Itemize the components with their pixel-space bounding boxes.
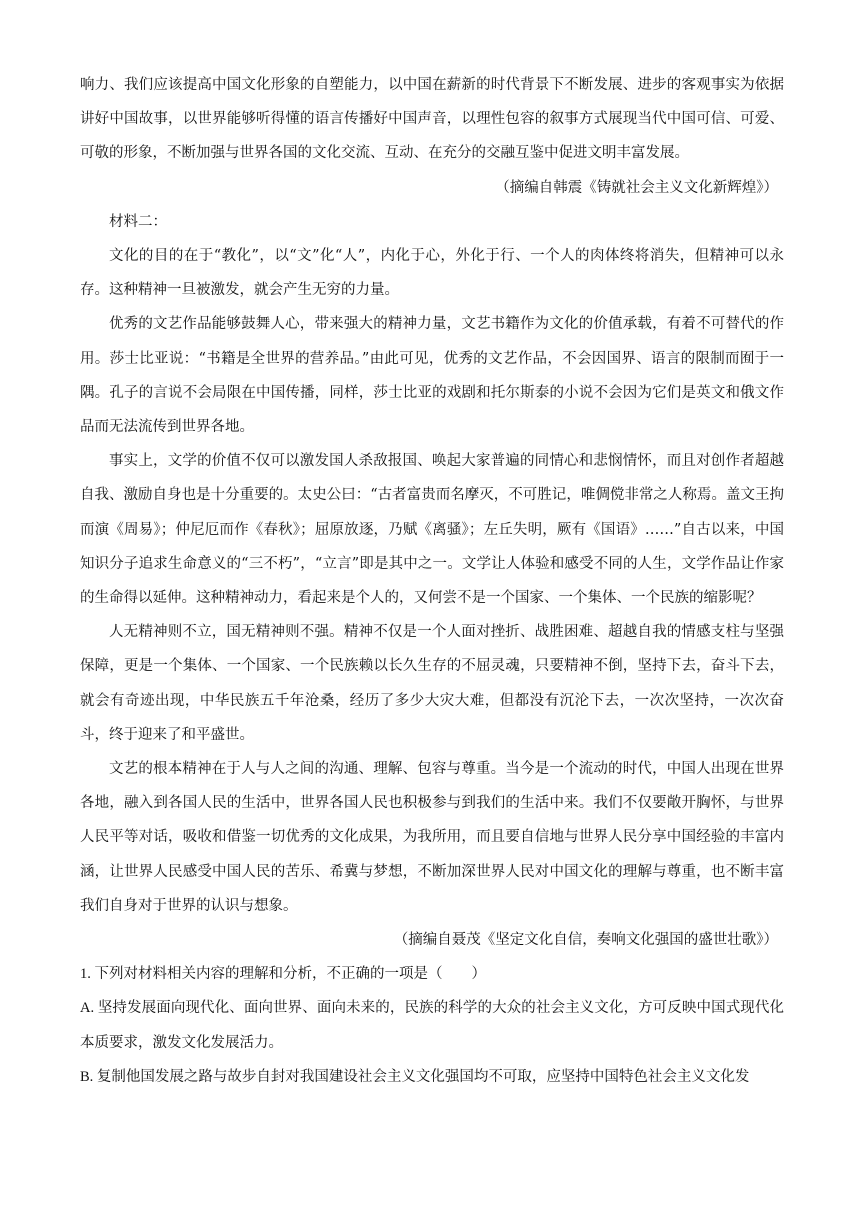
material-two-heading: 材料二： (109, 213, 167, 230)
source-citation-1: （摘编自韩震《铸就社会主义文化新辉煌》） (495, 179, 778, 196)
question-stem: 1. 下列对材料相关内容的理解和分析，不正确的一项是（ ） (80, 966, 486, 983)
document-page (80, 68, 784, 1094)
paragraph-3: 事实上，文学的价值不仅可以激发国人杀敌报国、唤起大家普遍的同情心和悲悯情怀，而且对创作者超越自我、激励自身也是十分重要的。太史公曰：“古者富贵而名摩灭，不可胜记，唯倜傥非常之人称焉。盖文王拘而演《周易》；仲尼厄而作《春秋》；屈原放逐，乃赋《离骚》；左丘失明，厥有《国语》……”自古以来，中国知识分子追求生命意义的“三不朽”，“立言”即是其中之一。文学让人体验和感受不同的人生，文学作品让作家的生命得以延伸。这种精神动力，看起来是个人的，又何尝不是一个国家、一个集体、一个民族的缩影呢？ (80, 453, 784, 607)
paragraph-4: 人无精神则不立，国无精神则不强。精神不仅是一个人面对挫折、战胜困难、超越自我的情感支柱与坚强保障，更是一个集体、一个国家、一个民族赖以长久生存的不屈灵魂，只要精神不倒，坚持下去，奋斗下去，就会有奇迹出现，中华民族五千年沧桑，经历了多少大灾大难，但都没有沉沦下去，一次次坚持，一次次奋斗，终于迎来了和平盛世。 (80, 624, 784, 743)
option-a: A. 坚持发展面向现代化、面向世界、面向未来的，民族的科学的大众的社会主义文化，方可反映中国式现代化本质要求，激发文化发展活力。 (80, 1000, 784, 1051)
paragraph-5: 文艺的根本精神在于人与人之间的沟通、理解、包容与尊重。当今是一个流动的时代，中国人出现在世界各地，融入到各国人民的生活中，世界各国人民也积极参与到我们的生活中来。我们不仅要敞开胸怀，与世界人民平等对话，吸收和借鉴一切优秀的文化成果，为我所用，而且要自信地与世界人民分享中国经验的丰富内涵，让世界人民感受中国人民的苦乐、希冀与梦想，不断加深世界人民对中国文化的理解与尊重，也不断丰富我们自身对于世界的认识与想象。 (80, 761, 784, 914)
option-b: B. 复制他国发展之路与故步自封对我国建设社会主义文化强国均不可取，应坚持中国特色社会主义文化发 (80, 1068, 750, 1085)
passage-continuation: 响力、我们应该提高中国文化形象的自塑能力，以中国在薪新的时代背景下不断发展、进步的客观事实为依据讲好中国故事，以世界能够听得懂的语言传播好中国声音，以理性包容的叙事方式展现当代中国可信、可爱、可敬的形象，不断加强与世界各国的文化交流、互动、在充分的交融互鉴中促进文明丰富发展。 (80, 77, 784, 162)
paragraph-1: 文化的目的在于“教化”，以“文”化“人”，内化于心，外化于行、一个人的肉体终将消失，但精神可以永存。这种精神一旦被激发，就会产生无穷的力量。 (80, 248, 784, 299)
source-citation-2: （摘编自聂茂《坚定文化自信，奏响文化强国的盛世壮歌》） (393, 932, 778, 949)
paragraph-2: 优秀的文艺作品能够鼓舞人心，带来强大的精神力量，文艺书籍作为文化的价值承载，有着不可替代的作用。莎士比亚说：“书籍是全世界的营养品。”由此可见，优秀的文艺作品，不会因国界、语言的限制而囿于一隅。孔子的言说不会局限在中国传播，同样，莎士比亚的戏剧和托尔斯泰的小说不会因为它们是英文和俄文作品而无法流传到世界各地。 (80, 316, 784, 436)
